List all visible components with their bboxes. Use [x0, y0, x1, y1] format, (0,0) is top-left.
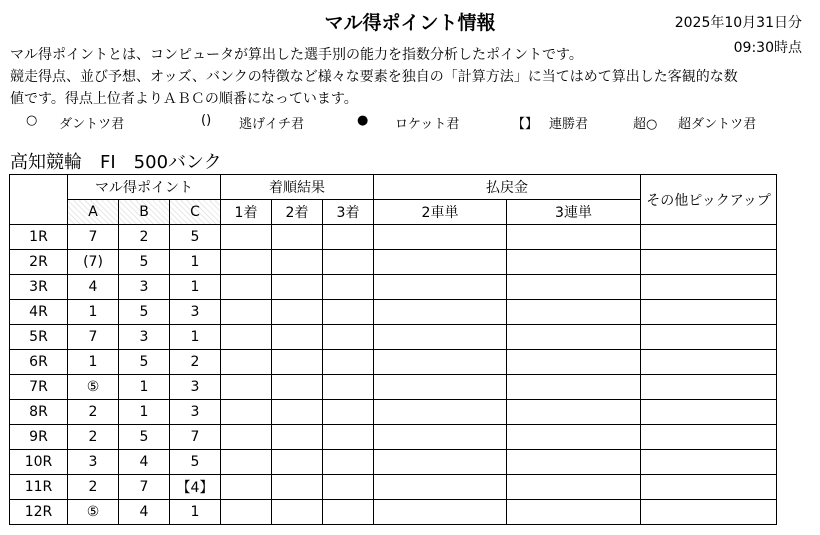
point-a-cell: 1 [68, 350, 119, 375]
payout-exacta-cell [374, 250, 507, 275]
legend-item-renshou [512, 113, 633, 132]
result-third-cell [323, 400, 374, 425]
point-a-cell: ⑤ [68, 375, 119, 400]
point-c-cell: 1 [170, 325, 221, 350]
result-third-cell [323, 250, 374, 275]
report-date: 2025年10月31日分 [674, 15, 802, 31]
payout-exacta-cell [374, 350, 507, 375]
col-header-a: A [68, 200, 119, 225]
result-third-cell [323, 325, 374, 350]
result-third-cell [323, 300, 374, 325]
legend-symbol: 【】 [512, 117, 539, 132]
other-pickup-cell [641, 325, 777, 350]
page-title: マル得ポイント情報 [324, 12, 496, 34]
race-cell: 8R [10, 400, 68, 425]
payout-exacta-cell [374, 225, 507, 250]
race-cell: 12R [10, 500, 68, 525]
result-second-cell [272, 500, 323, 525]
table-row [10, 325, 777, 350]
legend-label: ダントツ君 [59, 117, 125, 132]
point-b-cell: 4 [119, 500, 170, 525]
table-header-row [10, 175, 777, 200]
payout-exacta-cell [374, 425, 507, 450]
legend-item-super-dantotsu [633, 113, 756, 132]
point-a-cell: 2 [68, 400, 119, 425]
description-line: 競走得点、並び予想、オッズ、バンクの特徴など様々な要素を独自の「計算方法」に当てはめて算出した客観的な数 [10, 69, 738, 85]
table-row [10, 450, 777, 475]
payout-exacta-cell [374, 450, 507, 475]
point-a-cell: 2 [68, 425, 119, 450]
point-c-cell: 【4】 [170, 475, 221, 500]
race-cell: 7R [10, 375, 68, 400]
other-pickup-cell [641, 225, 777, 250]
other-pickup-cell [641, 275, 777, 300]
point-c-cell: 3 [170, 300, 221, 325]
legend [26, 113, 756, 132]
table-row [10, 500, 777, 525]
other-pickup-cell [641, 300, 777, 325]
point-c-cell: 3 [170, 375, 221, 400]
payout-exacta-cell [374, 300, 507, 325]
point-a-cell: 7 [68, 225, 119, 250]
point-a-cell: 3 [68, 450, 119, 475]
race-cell: 4R [10, 300, 68, 325]
description [10, 44, 810, 110]
result-second-cell [272, 225, 323, 250]
other-pickup-cell [641, 500, 777, 525]
col-header-b: B [119, 200, 170, 225]
point-b-cell: 2 [119, 225, 170, 250]
other-pickup-cell [641, 400, 777, 425]
table-row [10, 475, 777, 500]
point-b-cell: 5 [119, 425, 170, 450]
point-b-cell: 7 [119, 475, 170, 500]
other-pickup-cell [641, 250, 777, 275]
legend-symbol: 超○ [633, 117, 658, 132]
race-cell: 11R [10, 475, 68, 500]
table-body [10, 225, 777, 525]
table-row [10, 350, 777, 375]
point-b-cell: 5 [119, 250, 170, 275]
result-second-cell [272, 450, 323, 475]
table-row [10, 275, 777, 300]
point-c-cell: 5 [170, 450, 221, 475]
result-first-cell [221, 375, 272, 400]
point-c-cell: 1 [170, 275, 221, 300]
result-first-cell [221, 400, 272, 425]
result-first-cell [221, 500, 272, 525]
table-row [10, 425, 777, 450]
point-c-cell: 2 [170, 350, 221, 375]
result-third-cell [323, 475, 374, 500]
results-header: 着順結果 [221, 175, 374, 200]
payout-trifecta-cell [507, 325, 641, 350]
legend-item-nigeichi [201, 113, 357, 132]
legend-item-rocket [357, 113, 512, 132]
point-c-cell: 5 [170, 225, 221, 250]
point-b-cell: 1 [119, 400, 170, 425]
point-a-cell: 1 [68, 300, 119, 325]
result-third-cell [323, 375, 374, 400]
race-cell: 6R [10, 350, 68, 375]
point-b-cell: 3 [119, 275, 170, 300]
result-third-cell [323, 275, 374, 300]
col-header-trifecta: 3連単 [507, 200, 641, 225]
result-first-cell [221, 350, 272, 375]
legend-symbol: () [201, 113, 212, 128]
result-third-cell [323, 425, 374, 450]
race-cell: 10R [10, 450, 68, 475]
result-first-cell [221, 425, 272, 450]
point-a-cell: 7 [68, 325, 119, 350]
legend-label: 超ダントツ君 [678, 117, 757, 132]
result-second-cell [272, 375, 323, 400]
payout-trifecta-cell [507, 500, 641, 525]
point-b-cell: 4 [119, 450, 170, 475]
point-b-cell: 1 [119, 375, 170, 400]
col-header-second: 2着 [272, 200, 323, 225]
table-row [10, 375, 777, 400]
result-second-cell [272, 275, 323, 300]
other-pickup-cell [641, 350, 777, 375]
point-a-cell: (7) [68, 250, 119, 275]
result-first-cell [221, 450, 272, 475]
description-line: マル得ポイントとは、コンピュータが算出した選手別の能力を指数分析したポイントです。 [10, 47, 583, 63]
legend-item-dantotsu [26, 113, 201, 132]
report-time: 09:30時点 [733, 40, 802, 56]
other-pickup-cell [641, 375, 777, 400]
legend-label: 連勝君 [549, 117, 589, 132]
result-third-cell [323, 450, 374, 475]
payout-header: 払戻金 [374, 175, 641, 200]
col-header-third: 3着 [323, 200, 374, 225]
payout-trifecta-cell [507, 350, 641, 375]
payout-trifecta-cell [507, 425, 641, 450]
payout-trifecta-cell [507, 275, 641, 300]
race-cell: 3R [10, 275, 68, 300]
points-header: マル得ポイント [68, 175, 221, 200]
payout-exacta-cell [374, 500, 507, 525]
race-cell: 5R [10, 325, 68, 350]
result-second-cell [272, 250, 323, 275]
col-header-first: 1着 [221, 200, 272, 225]
result-first-cell [221, 325, 272, 350]
result-first-cell [221, 475, 272, 500]
payout-trifecta-cell [507, 225, 641, 250]
point-b-cell: 3 [119, 325, 170, 350]
points-table [9, 174, 777, 525]
legend-label: 逃げイチ君 [239, 117, 305, 132]
other-pickup-cell [641, 425, 777, 450]
table-row [10, 300, 777, 325]
point-a-cell: 2 [68, 475, 119, 500]
result-second-cell [272, 325, 323, 350]
col-header-c: C [170, 200, 221, 225]
race-cell: 2R [10, 250, 68, 275]
description-line: 値です。得点上位者よりＡＢＣの順番になっています。 [10, 91, 358, 107]
result-third-cell [323, 500, 374, 525]
payout-trifecta-cell [507, 475, 641, 500]
payout-trifecta-cell [507, 375, 641, 400]
payout-trifecta-cell [507, 450, 641, 475]
point-a-cell: ⑤ [68, 500, 119, 525]
payout-trifecta-cell [507, 300, 641, 325]
venue-title: 高知競輪 FI 500バンク [10, 152, 222, 173]
race-cell: 1R [10, 225, 68, 250]
other-pickup-header: その他ピックアップ [641, 175, 777, 225]
payout-exacta-cell [374, 275, 507, 300]
col-header-exacta: 2車単 [374, 200, 507, 225]
legend-symbol: ● [357, 113, 369, 128]
result-first-cell [221, 225, 272, 250]
other-pickup-cell [641, 450, 777, 475]
result-second-cell [272, 400, 323, 425]
race-header [10, 175, 68, 225]
point-b-cell: 5 [119, 350, 170, 375]
other-pickup-cell [641, 475, 777, 500]
result-first-cell [221, 250, 272, 275]
legend-symbol: ○ [26, 113, 38, 128]
table-row [10, 400, 777, 425]
payout-exacta-cell [374, 325, 507, 350]
point-c-cell: 1 [170, 250, 221, 275]
payout-exacta-cell [374, 400, 507, 425]
point-c-cell: 7 [170, 425, 221, 450]
result-second-cell [272, 475, 323, 500]
payout-trifecta-cell [507, 400, 641, 425]
point-a-cell: 4 [68, 275, 119, 300]
result-second-cell [272, 300, 323, 325]
payout-exacta-cell [374, 375, 507, 400]
legend-label: ロケット君 [395, 117, 460, 132]
result-third-cell [323, 350, 374, 375]
race-cell: 9R [10, 425, 68, 450]
payout-trifecta-cell [507, 250, 641, 275]
result-second-cell [272, 350, 323, 375]
table-row [10, 250, 777, 275]
result-second-cell [272, 425, 323, 450]
result-first-cell [221, 300, 272, 325]
result-third-cell [323, 225, 374, 250]
point-c-cell: 1 [170, 500, 221, 525]
point-b-cell: 5 [119, 300, 170, 325]
result-first-cell [221, 275, 272, 300]
payout-exacta-cell [374, 475, 507, 500]
point-c-cell: 3 [170, 400, 221, 425]
table-row [10, 225, 777, 250]
